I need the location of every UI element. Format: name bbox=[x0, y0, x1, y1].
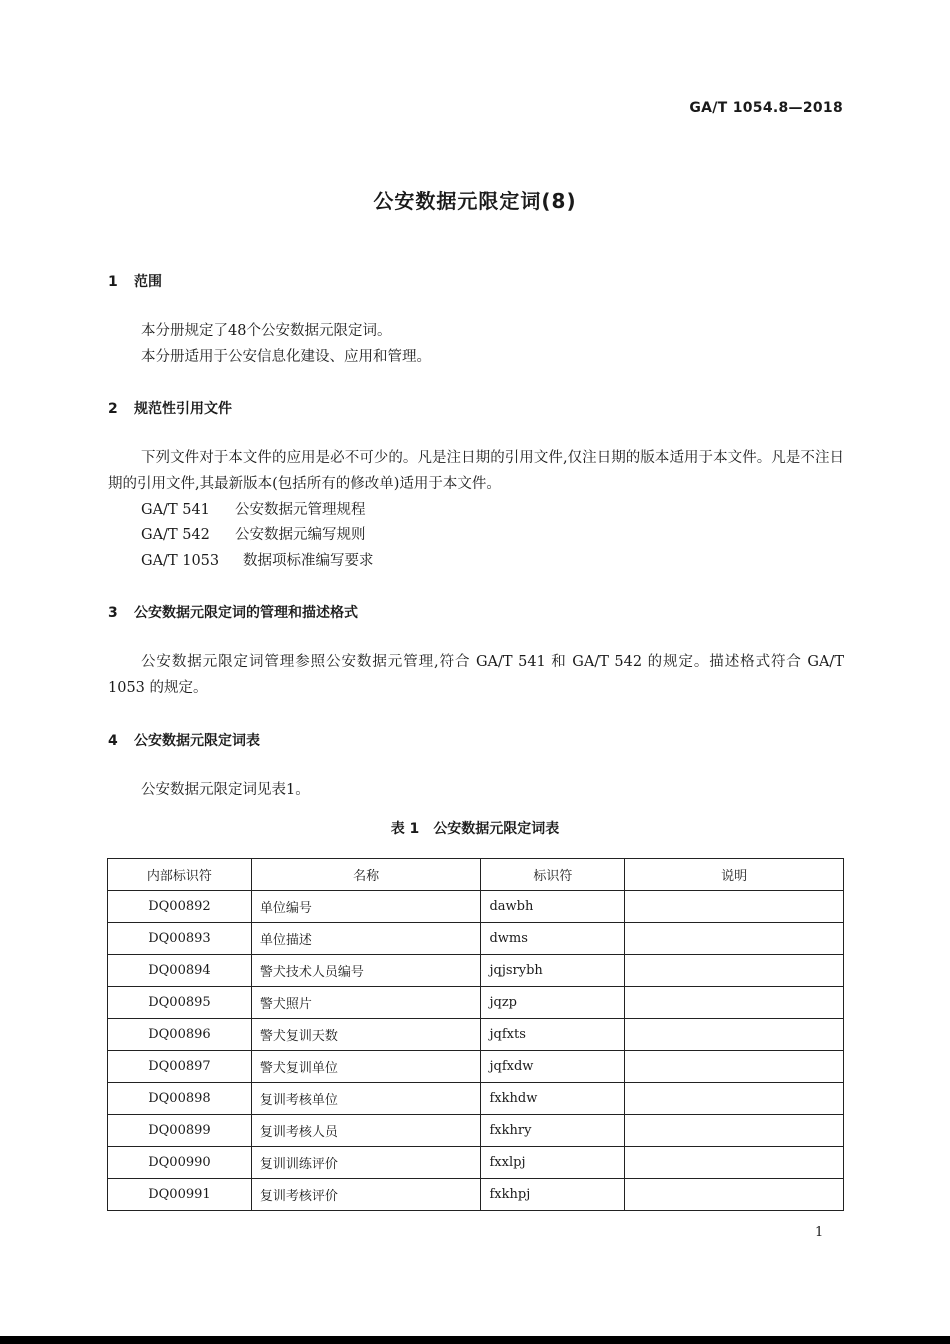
cell-identifier: jqfxdw bbox=[481, 1051, 625, 1083]
section-title: 范围 bbox=[134, 274, 162, 290]
table-caption-title: 公安数据元限定词表 bbox=[433, 821, 560, 837]
cell-description bbox=[625, 1051, 844, 1083]
table-row bbox=[108, 1115, 844, 1147]
table-row bbox=[108, 1083, 844, 1115]
cell-internal-id: DQ00899 bbox=[108, 1115, 252, 1147]
cell-description bbox=[625, 1147, 844, 1179]
cell-name: 复训训练评价 bbox=[251, 1147, 481, 1179]
section-title: 公安数据元限定词的管理和描述格式 bbox=[134, 605, 358, 621]
section-title: 公安数据元限定词表 bbox=[134, 733, 260, 749]
reference-item bbox=[141, 522, 366, 548]
scope-line-1: 本分册规定了48个公安数据元限定词。 bbox=[141, 323, 392, 339]
cell-identifier: fxkhdw bbox=[481, 1083, 625, 1115]
cell-identifier: dwms bbox=[481, 923, 625, 955]
cell-internal-id: DQ00897 bbox=[108, 1051, 252, 1083]
table-intro: 公安数据元限定词见表1。 bbox=[141, 782, 310, 798]
normative-intro bbox=[108, 445, 844, 497]
table-row bbox=[108, 923, 844, 955]
cell-name: 警犬照片 bbox=[251, 987, 481, 1019]
section-heading-4 bbox=[108, 730, 260, 750]
table-row bbox=[108, 891, 844, 923]
cell-name: 复训考核单位 bbox=[251, 1083, 481, 1115]
cell-identifier: jqfxts bbox=[481, 1019, 625, 1051]
reference-code: GA/T 542 bbox=[141, 527, 210, 543]
table-caption bbox=[0, 818, 950, 838]
section-number: 4 bbox=[108, 733, 118, 749]
cell-identifier: fxkhpj bbox=[481, 1179, 625, 1211]
cell-description bbox=[625, 1083, 844, 1115]
document-title: 公安数据元限定词(8) bbox=[373, 189, 577, 213]
table-caption-label: 表 1 bbox=[390, 821, 420, 837]
cell-identifier: jqzp bbox=[481, 987, 625, 1019]
cell-internal-id: DQ00893 bbox=[108, 923, 252, 955]
qualifier-table bbox=[107, 858, 844, 1211]
cell-internal-id: DQ00892 bbox=[108, 891, 252, 923]
cell-description bbox=[625, 1179, 844, 1211]
table-header-row bbox=[108, 859, 844, 891]
section-number: 3 bbox=[108, 605, 118, 621]
reference-item bbox=[141, 548, 374, 574]
cell-identifier: dawbh bbox=[481, 891, 625, 923]
normative-intro-text: 下列文件对于本文件的应用是必不可少的。凡是注日期的引用文件,仅注日期的版本适用于本文件。凡是不注日期的引用文件,其最新版本(包括所有的修改单)适用于本文件。 bbox=[108, 450, 844, 492]
cell-name: 警犬复训天数 bbox=[251, 1019, 481, 1051]
reference-item bbox=[141, 497, 366, 523]
cell-name: 警犬复训单位 bbox=[251, 1051, 481, 1083]
cell-name: 复训考核人员 bbox=[251, 1115, 481, 1147]
cell-name: 单位描述 bbox=[251, 923, 481, 955]
table-row bbox=[108, 1051, 844, 1083]
cell-description bbox=[625, 923, 844, 955]
cell-description bbox=[625, 987, 844, 1019]
cell-internal-id: DQ00991 bbox=[108, 1179, 252, 1211]
cell-name: 复训考核评价 bbox=[251, 1179, 481, 1211]
table-row bbox=[108, 1147, 844, 1179]
cell-identifier: fxxlpj bbox=[481, 1147, 625, 1179]
reference-code: GA/T 1053 bbox=[141, 553, 220, 569]
section-heading-3 bbox=[108, 602, 358, 622]
format-text: 公安数据元限定词管理参照公安数据元管理,符合 GA/T 541 和 GA/T 542 的规定。描述格式符合 GA/T 1053 的规定。 bbox=[108, 654, 844, 696]
cell-identifier: jqjsrybh bbox=[481, 955, 625, 987]
table-row bbox=[108, 1179, 844, 1211]
page-number: 1 bbox=[815, 1225, 824, 1240]
format-paragraph bbox=[108, 649, 844, 701]
header-internal-id: 内部标识符 bbox=[108, 859, 252, 891]
reference-title: 数据项标准编写要求 bbox=[243, 553, 374, 569]
cell-identifier: fxkhry bbox=[481, 1115, 625, 1147]
standard-code: GA/T 1054.8—2018 bbox=[689, 100, 843, 116]
page-bottom-border bbox=[0, 1336, 950, 1344]
cell-internal-id: DQ00895 bbox=[108, 987, 252, 1019]
reference-title: 公安数据元管理规程 bbox=[235, 502, 366, 518]
table-row bbox=[108, 987, 844, 1019]
section-number: 1 bbox=[108, 274, 118, 290]
header-identifier: 标识符 bbox=[481, 859, 625, 891]
cell-description bbox=[625, 1115, 844, 1147]
cell-description bbox=[625, 891, 844, 923]
reference-title: 公安数据元编写规则 bbox=[235, 527, 366, 543]
cell-internal-id: DQ00990 bbox=[108, 1147, 252, 1179]
table-row bbox=[108, 955, 844, 987]
section-title: 规范性引用文件 bbox=[134, 401, 232, 417]
scope-line-2: 本分册适用于公安信息化建设、应用和管理。 bbox=[141, 349, 431, 365]
cell-internal-id: DQ00894 bbox=[108, 955, 252, 987]
reference-code: GA/T 541 bbox=[141, 502, 210, 518]
cell-name: 单位编号 bbox=[251, 891, 481, 923]
cell-internal-id: DQ00896 bbox=[108, 1019, 252, 1051]
cell-description bbox=[625, 1019, 844, 1051]
table-row bbox=[108, 1019, 844, 1051]
cell-name: 警犬技术人员编号 bbox=[251, 955, 481, 987]
section-heading-2 bbox=[108, 398, 232, 418]
header-name: 名称 bbox=[251, 859, 481, 891]
cell-internal-id: DQ00898 bbox=[108, 1083, 252, 1115]
cell-description bbox=[625, 955, 844, 987]
header-description: 说明 bbox=[625, 859, 844, 891]
section-number: 2 bbox=[108, 401, 118, 417]
section-heading-1 bbox=[108, 271, 162, 291]
